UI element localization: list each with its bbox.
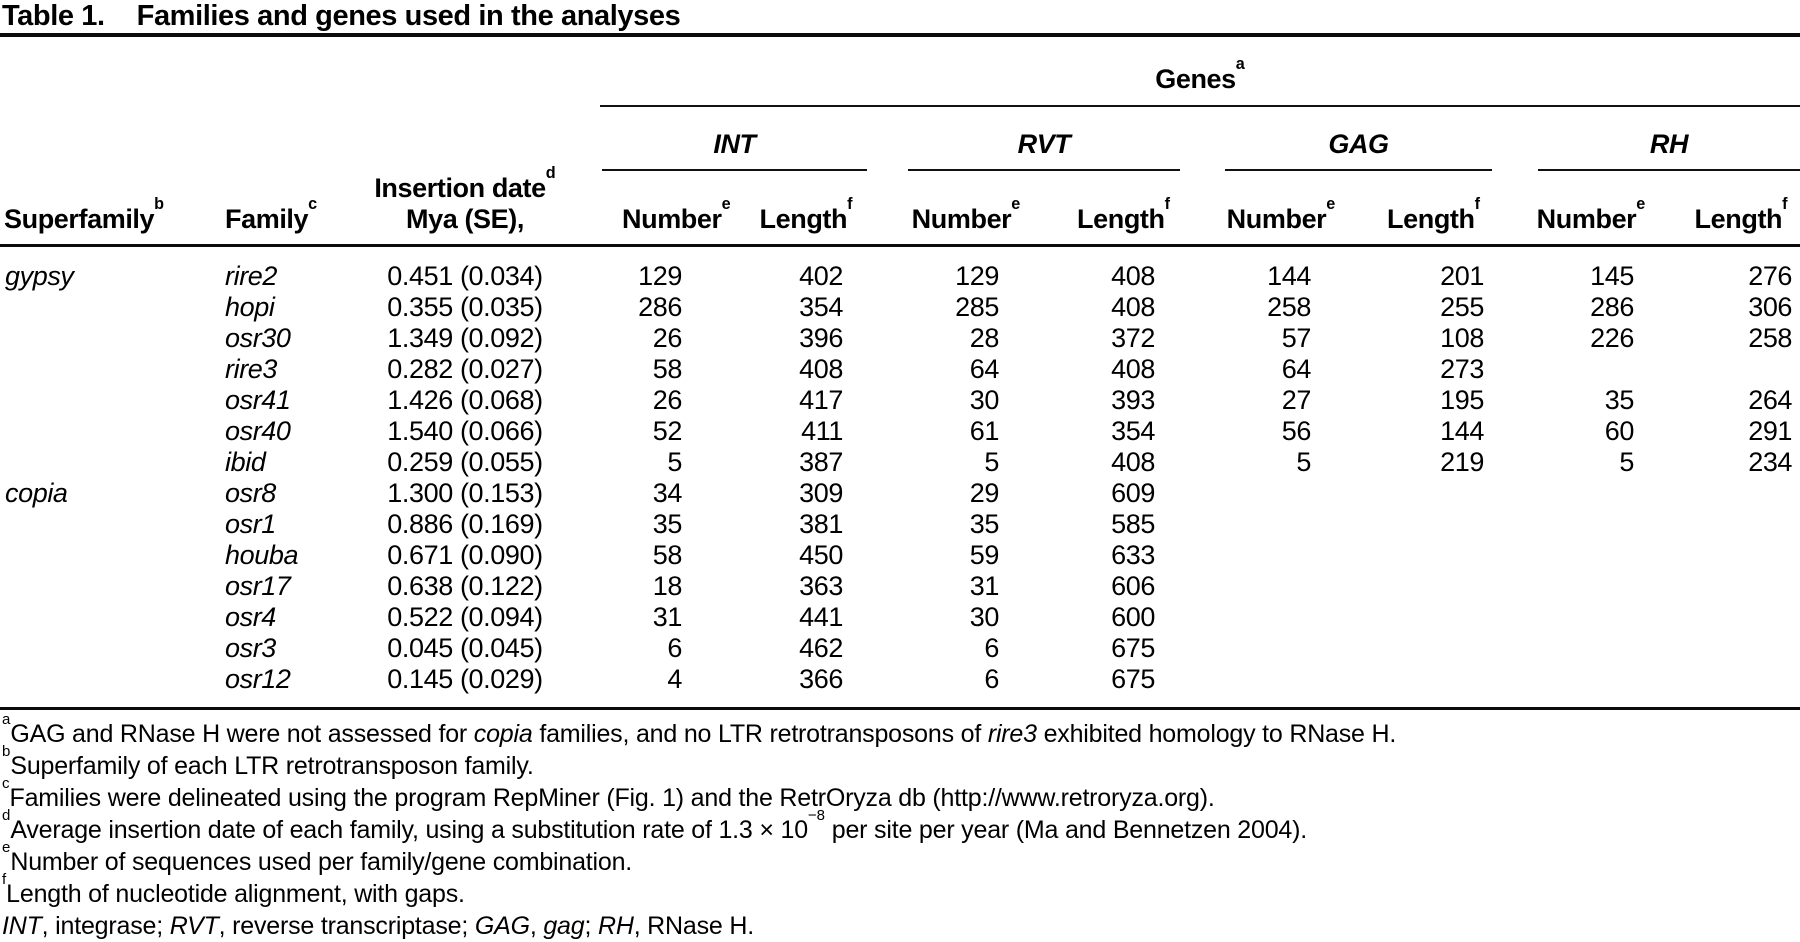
table-row [0,385,1800,416]
cell-rh-number [1500,571,1660,602]
cell-gag-length [1345,664,1500,709]
cell-rvt-length: 372 [1111,323,1155,353]
cell-int-number: 26 [652,385,682,415]
cell-superfamily [0,323,180,354]
cell-int-number: 34 [652,478,682,508]
table-row [0,571,1800,602]
cell-rvt-number: 6 [984,633,999,663]
col-head-rh-length: Length$^f$ [1694,195,1788,234]
footnote-marker: c [2,775,10,793]
cell-gag-length [1345,540,1500,571]
cell-rh-length: 234 [1748,447,1793,477]
gene-group-rh-rule: RH [1538,129,1800,171]
table-row [0,416,1800,447]
table-row [0,509,1800,540]
gene-names-row [0,107,1800,171]
cell-rh-length: 291 [1748,416,1793,446]
cell-rvt-number: 35 [969,509,999,539]
cell-int-length: 309 [799,478,843,508]
footnote-line [2,711,1800,750]
footnote-text: RH [597,912,634,940]
cell-family: osr8 [225,478,276,508]
header-spacer [0,35,600,107]
footnotes [0,710,1800,942]
col-head-int-number: Number$^e$ [622,195,731,234]
footnote-text: INT [2,912,42,940]
cell-insertion-date: 0.259 (0.055) [387,447,543,477]
cell-int-length: 411 [801,416,843,446]
cell-superfamily [0,509,180,540]
footnote-marker: a [2,711,11,729]
cell-gag-number [1195,571,1345,602]
cell-gag-length: 273 [1440,354,1484,384]
cell-family: osr3 [225,633,276,663]
cell-rh-length [1660,571,1800,602]
footnote-text: Families were delineated using the program RepMiner (Fig. 1) and the RetrOryza db (http://www.retroryza.org). [9,784,1215,812]
cell-gag-length: 144 [1440,416,1484,446]
cell-int-length: 396 [799,323,843,353]
cell-rh-length [1660,633,1800,664]
cell-superfamily [0,571,180,602]
cell-gag-number: 56 [1281,416,1311,446]
table-title [0,0,1800,33]
cell-rvt-length: 408 [1111,447,1155,477]
cell-superfamily [0,354,180,385]
cell-insertion-date: 1.300 (0.153) [387,478,543,508]
col-head-rvt-length: Length$^f$ [1077,195,1170,234]
cell-rvt-length: 408 [1111,292,1155,322]
cell-rvt-length: 675 [1111,664,1155,694]
cell-rvt-number: 28 [969,323,999,353]
col-head-rh-number: Number$^e$ [1536,195,1646,234]
cell-family: ibid [225,447,266,477]
cell-gag-number: 27 [1281,385,1311,415]
footnote-text: , [529,912,544,940]
cell-rh-length [1660,509,1800,540]
cell-int-number: 58 [652,354,682,384]
footnote-text: −8 [807,807,826,825]
cell-family: rire2 [225,261,278,291]
footnote-text: per site per year (Ma and Bennetzen 2004). [825,816,1307,844]
cell-int-length: 450 [799,540,843,570]
cell-rh-number [1500,509,1660,540]
cell-family: osr17 [225,571,291,601]
table-row [0,602,1800,633]
footnote-text: exhibited homology to RNase H. [1036,720,1397,748]
table-row [0,323,1800,354]
cell-superfamily [0,664,180,709]
cell-gag-number [1195,664,1345,709]
cell-family: osr30 [225,323,291,353]
cell-gag-length [1345,509,1500,540]
cell-gag-number [1195,509,1345,540]
cell-rh-length: 258 [1748,323,1793,353]
cell-rvt-length: 606 [1111,571,1155,601]
cell-rh-number [1500,354,1660,385]
column-headers-row [0,171,1800,246]
cell-insertion-date: 0.886 (0.169) [387,509,543,539]
cell-rh-number [1500,540,1660,571]
col-head-family: Family$^c$ [225,195,318,234]
cell-int-length: 408 [799,354,843,384]
footnote-line [2,871,1800,910]
footnote-text: GAG and RNase H were not assessed for [10,720,474,748]
cell-rvt-number: 64 [969,354,999,384]
cell-int-length: 354 [799,292,843,322]
cell-family: osr40 [225,416,291,446]
cell-insertion-date: 0.522 (0.094) [387,602,543,632]
cell-insertion-date: 0.638 (0.122) [387,571,543,601]
cell-family: houba [225,540,299,570]
cell-family: osr1 [225,509,276,539]
cell-rh-number: 286 [1590,292,1634,322]
footnote-text: ; [584,912,598,940]
gene-group-gag-rule: GAG [1225,129,1492,171]
cell-rvt-number: 29 [969,478,999,508]
cell-gag-length: 108 [1440,323,1484,353]
cell-rh-number: 5 [1619,447,1634,477]
cell-rh-number: 60 [1604,416,1634,446]
cell-int-number: 6 [667,633,682,663]
cell-gag-length: 195 [1440,385,1484,415]
cell-int-number: 129 [638,261,682,291]
footnote-text: RVT [169,912,219,940]
cell-family: osr41 [225,385,291,415]
footnote-text: Superfamily of each LTR retrotransposon family. [10,752,534,780]
cell-rh-length: 276 [1748,261,1793,291]
cell-insertion-date: 0.671 (0.090) [387,540,543,570]
cell-rh-number [1500,664,1660,709]
footnote-marker: e [2,839,11,857]
cell-gag-length [1345,478,1500,509]
cell-gag-length: 255 [1440,292,1484,322]
cell-gag-length [1345,602,1500,633]
cell-rh-length [1660,664,1800,709]
table-number-label: Table 1. [2,0,105,32]
cell-superfamily: gypsy [5,261,74,291]
genes-header-rule [600,55,1800,107]
cell-int-number: 4 [667,664,682,694]
genes-footnote-marker: a [1235,55,1245,74]
cell-rh-number [1500,478,1660,509]
gene-group-int-rule: INT [602,129,867,171]
table-row [0,633,1800,664]
cell-superfamily [0,292,180,323]
footnote-line [2,743,1800,782]
cell-gag-number [1195,633,1345,664]
footnote-text: gag [543,912,585,940]
footnote-text: rire3 [987,720,1037,748]
cell-rvt-length: 408 [1111,261,1155,291]
table-row [0,354,1800,385]
gene-group-rvt-rule: RVT [908,129,1180,171]
cell-int-length: 441 [799,602,843,632]
data-table [0,33,1800,710]
cell-int-number: 58 [652,540,682,570]
cell-rvt-number: 30 [969,385,999,415]
cell-rvt-length: 675 [1111,633,1155,663]
footnote-marker: f [2,871,7,889]
footnote-text: copia [473,720,533,748]
table-row [0,246,1800,293]
footnote-text: families, and no LTR retrotransposons of [532,720,988,748]
cell-gag-number [1195,602,1345,633]
cell-family: osr4 [225,602,276,632]
footnote-line [2,775,1800,814]
gene-group-int [600,107,880,171]
cell-superfamily [0,540,180,571]
cell-rvt-number: 285 [955,292,999,322]
cell-insertion-date: 0.145 (0.029) [387,664,543,694]
cell-rh-number: 35 [1604,385,1634,415]
cell-int-number: 5 [667,447,682,477]
table-row [0,292,1800,323]
cell-rh-number [1500,602,1660,633]
cell-int-length: 462 [799,633,843,663]
cell-rvt-length: 600 [1111,602,1155,632]
cell-insertion-date: 1.540 (0.066) [387,416,543,446]
cell-gag-length [1345,633,1500,664]
footnote-text: , reverse transcriptase; [218,912,475,940]
cell-rvt-length: 585 [1111,509,1155,539]
cell-insertion-date: 1.349 (0.092) [387,323,543,353]
cell-int-number: 18 [652,571,682,601]
cell-rh-length: 306 [1748,292,1793,322]
cell-superfamily [0,416,180,447]
cell-rh-length [1660,354,1800,385]
cell-superfamily [0,447,180,478]
cell-int-length: 366 [799,664,843,694]
cell-insertion-date: 0.045 (0.045) [387,633,543,663]
cell-superfamily [0,633,180,664]
table-row [0,447,1800,478]
col-head-insertion-date: Insertion date$^d$ Mya (SE), [374,164,556,234]
col-head-gag-number: Number$^e$ [1226,195,1336,234]
cell-rvt-length: 633 [1111,540,1155,570]
cell-rh-length [1660,602,1800,633]
cell-gag-length: 219 [1440,447,1484,477]
footnote-text: Average insertion date of each family, using a substitution rate of 1.3 × 10 [10,816,808,844]
table-row [0,540,1800,571]
cell-int-length: 387 [799,447,843,477]
genes-header [600,35,1800,107]
cell-rvt-number: 61 [969,416,999,446]
col-head-rvt-number: Number$^e$ [911,195,1021,234]
footnote-line [2,839,1800,878]
gene-group-gag [1195,107,1500,171]
cell-insertion-date: 0.355 (0.035) [387,292,543,322]
cell-int-number: 35 [652,509,682,539]
table-row [0,664,1800,709]
cell-int-length: 363 [799,571,843,601]
cell-int-length: 402 [799,261,843,291]
footnote-line [2,807,1800,846]
footnote-text: , integrase; [41,912,170,940]
cell-rvt-length: 408 [1111,354,1155,384]
cell-family: rire3 [225,354,278,384]
table-caption: Families and genes used in the analyses [136,0,681,32]
cell-rvt-number: 30 [969,602,999,632]
cell-rvt-number: 129 [955,261,999,291]
cell-superfamily: copia [5,478,68,508]
cell-rh-length [1660,478,1800,509]
table-body [0,246,1800,709]
cell-gag-number: 64 [1281,354,1311,384]
cell-gag-number [1195,478,1345,509]
cell-rvt-number: 31 [969,571,999,601]
cell-int-length: 381 [799,509,843,539]
cell-rvt-number: 6 [984,664,999,694]
cell-int-number: 26 [652,323,682,353]
footnote-text: Length of nucleotide alignment, with gaps. [6,880,465,908]
col-head-int-length: Length$^f$ [759,195,853,234]
gene-group-rvt [880,107,1195,171]
cell-gag-number: 258 [1267,292,1311,322]
genes-label: Genes [1155,64,1236,94]
cell-rh-length [1660,540,1800,571]
cell-rvt-length: 354 [1111,416,1155,446]
cell-gag-number [1195,540,1345,571]
footnote-marker: d [2,807,11,825]
cell-gag-number: 144 [1267,261,1311,291]
cell-gag-number: 5 [1296,447,1311,477]
footnote-text: Number of sequences used per family/gene combination. [10,848,633,876]
cell-int-number: 52 [652,416,682,446]
cell-superfamily [0,602,180,633]
col-head-superfamily: Superfamily$^b$ [4,195,165,234]
cell-gag-length: 201 [1440,261,1484,291]
cell-insertion-date: 0.282 (0.027) [387,354,543,384]
cell-insertion-date: 0.451 (0.034) [387,261,543,291]
footnote-line [2,910,1800,942]
cell-int-number: 31 [652,602,682,632]
header-spacer [0,107,600,171]
table-row [0,478,1800,509]
genes-header-row [0,35,1800,107]
cell-int-length: 417 [799,385,843,415]
cell-rvt-number: 59 [969,540,999,570]
cell-family: hopi [225,292,275,322]
footnote-marker: b [2,743,11,761]
footnote-text: , RNase H. [633,912,754,940]
cell-superfamily [0,385,180,416]
cell-gag-number: 57 [1281,323,1311,353]
cell-rh-number [1500,633,1660,664]
gene-group-rh [1500,107,1800,171]
cell-rvt-length: 609 [1111,478,1155,508]
col-head-gag-length: Length$^f$ [1387,195,1480,234]
cell-rvt-length: 393 [1111,385,1155,415]
cell-insertion-date: 1.426 (0.068) [387,385,543,415]
cell-rh-number: 145 [1590,261,1634,291]
cell-family: osr12 [225,664,291,694]
cell-rh-number: 226 [1590,323,1634,353]
cell-gag-length [1345,571,1500,602]
footnote-text: GAG [474,912,530,940]
cell-int-number: 286 [638,292,682,322]
cell-rvt-number: 5 [984,447,999,477]
cell-rh-length: 264 [1748,385,1793,415]
